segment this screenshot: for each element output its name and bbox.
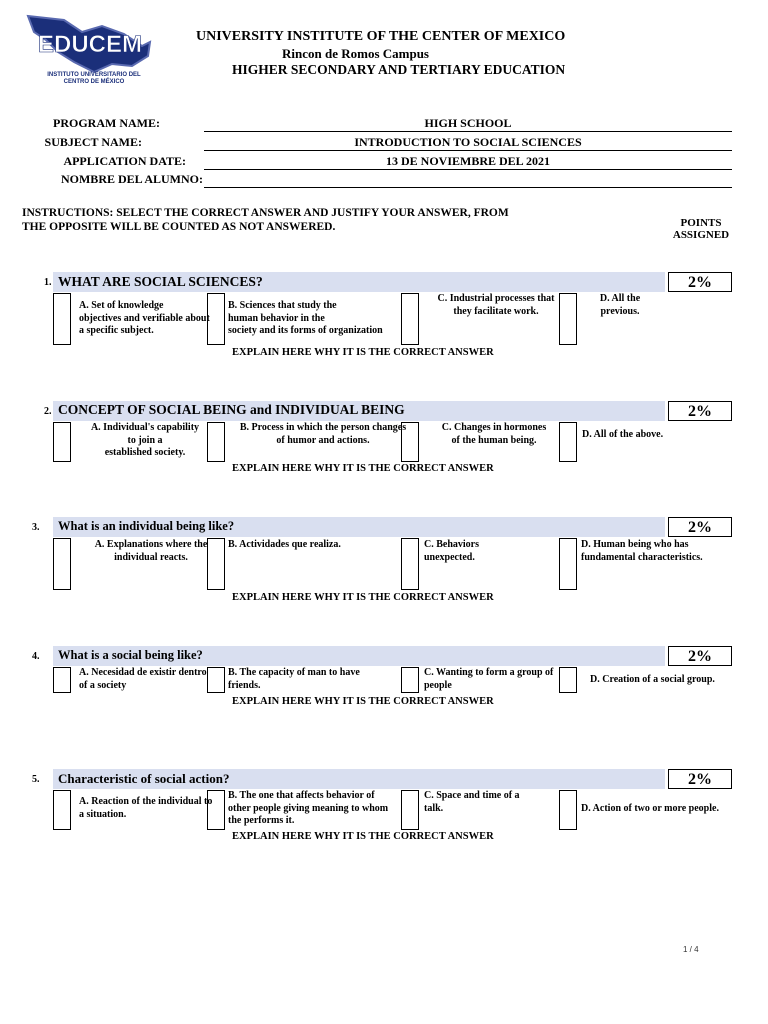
answer-checkbox-c[interactable] [401, 790, 419, 830]
points-value: 2% [668, 646, 732, 666]
option-a: A. Individual's capability to join a established society. [90, 422, 200, 458]
points-assigned-header [666, 217, 736, 241]
option-d: D. Action of two or more people. [581, 803, 719, 814]
points-header-line-1: POINTS [680, 217, 722, 229]
answer-checkbox-d[interactable] [559, 422, 577, 462]
subject-name-label: SUBJECT NAME: [44, 135, 142, 149]
answer-checkbox-c[interactable] [401, 667, 419, 693]
education-level: HIGHER SECONDARY AND TERTIARY EDUCATION [232, 62, 566, 77]
option-b: B. The one that affects behavior of other people giving meaning to whom the performs it. [228, 790, 389, 826]
student-name-label: NOMBRE DEL ALUMNO: [60, 172, 203, 186]
option-b: B. Actividades que realiza. [228, 539, 341, 550]
campus-name: Rincon de Romos Campus [282, 46, 429, 61]
instructions-line-2: THE OPPOSITE WILL BE COUNTED AS NOT ANSWERED. [22, 221, 336, 233]
explain-answer-prompt: EXPLAIN HERE WHY IT IS THE CORRECT ANSWER [232, 696, 494, 707]
institution-name: UNIVERSITY INSTITUTE OF THE CENTER OF MEXICO [196, 29, 566, 44]
points-value: 2% [668, 272, 732, 292]
question-number: 1. [44, 277, 52, 288]
instructions-line-1: INSTRUCTIONS: SELECT THE CORRECT ANSWER AND JUSTIFY YOUR ANSWER, FROM [22, 207, 509, 219]
explain-answer-prompt: EXPLAIN HERE WHY IT IS THE CORRECT ANSWER [232, 831, 494, 842]
application-date-label: APPLICATION DATE: [63, 154, 186, 168]
answer-checkbox-a[interactable] [53, 538, 71, 590]
option-c: C. Space and time of a talk. [424, 790, 520, 814]
subject-name-value: INTRODUCTION TO SOCIAL SCIENCES [204, 134, 732, 151]
answer-checkbox-a[interactable] [53, 790, 71, 830]
logo-subtitle: INSTITUTO UNIVERSITARIO DEL CENTRO DE MÉXICO [47, 72, 141, 85]
question-title: What is a social being like? [58, 648, 203, 662]
explain-answer-prompt: EXPLAIN HERE WHY IT IS THE CORRECT ANSWER [232, 347, 494, 358]
option-b: B. The capacity of man to have friends. [228, 667, 360, 691]
points-value: 2% [668, 769, 732, 789]
explain-answer-prompt: EXPLAIN HERE WHY IT IS THE CORRECT ANSWER [232, 463, 494, 474]
question-title: Characteristic of social action? [58, 771, 230, 786]
question-number: 2. [44, 406, 52, 417]
option-c: C. Changes in hormones of the human being. [441, 422, 547, 446]
option-c: C. Industrial processes that they facilitate work. [437, 293, 555, 317]
points-value: 2% [668, 401, 732, 421]
program-name-label: PROGRAM NAME: [53, 116, 160, 130]
question-number: 3. [32, 522, 40, 533]
answer-checkbox-b[interactable] [207, 667, 225, 693]
option-b: B. Process in which the person changes of humor and actions. [239, 422, 407, 446]
answer-checkbox-c[interactable] [401, 538, 419, 590]
answer-checkbox-d[interactable] [559, 790, 577, 830]
answer-checkbox-d[interactable] [559, 667, 577, 693]
points-value: 2% [668, 517, 732, 537]
program-name-value: HIGH SCHOOL [204, 115, 732, 132]
answer-checkbox-d[interactable] [559, 538, 577, 590]
mexico-map-logo-icon [24, 12, 156, 78]
answer-checkbox-b[interactable] [207, 422, 225, 462]
question-title: CONCEPT OF SOCIAL BEING and INDIVIDUAL BEING [58, 402, 405, 417]
answer-checkbox-b[interactable] [207, 293, 225, 345]
question-title: WHAT ARE SOCIAL SCIENCES? [58, 274, 263, 289]
educem-logo [24, 12, 156, 92]
option-c: C. Wanting to form a group of people [424, 667, 554, 691]
answer-checkbox-d[interactable] [559, 293, 577, 345]
option-d: D. Creation of a social group. [590, 674, 715, 685]
student-name-field[interactable] [204, 171, 732, 188]
application-date-value: 13 DE NOVIEMBRE DEL 2021 [204, 153, 732, 170]
answer-checkbox-c[interactable] [401, 422, 419, 462]
question-number: 5. [32, 774, 40, 785]
option-a: A. Necesidad de existir dentro of a society [79, 667, 207, 691]
option-d: D. All of the above. [582, 429, 664, 440]
answer-checkbox-a[interactable] [53, 667, 71, 693]
logo-text: EDUCEM [37, 31, 143, 58]
explain-answer-prompt: EXPLAIN HERE WHY IT IS THE CORRECT ANSWER [232, 592, 494, 603]
option-c: C. Behaviors unexpected. [424, 539, 479, 563]
option-b: B. Sciences that study the human behavior in the society and its forms of organization [228, 300, 383, 336]
answer-checkbox-a[interactable] [53, 422, 71, 462]
answer-checkbox-b[interactable] [207, 538, 225, 590]
option-d: D. All the previous. [599, 293, 641, 317]
question-title: What is an individual being like? [58, 519, 235, 533]
answer-checkbox-b[interactable] [207, 790, 225, 830]
question-number: 4. [32, 651, 40, 662]
option-a: A. Explanations where the individual reacts. [94, 539, 208, 563]
option-a: A. Set of knowledge objectives and verifiable about a specific subject. [79, 300, 210, 336]
points-header-line-2: ASSIGNED [672, 229, 730, 241]
instructions [22, 206, 509, 234]
page-indicator: 1 / 4 [683, 945, 699, 954]
option-d: D. Human being who has fundamental characteristics. [581, 539, 703, 563]
answer-checkbox-a[interactable] [53, 293, 71, 345]
option-a: A. Reaction of the individual to a situation. [79, 796, 213, 820]
answer-checkbox-c[interactable] [401, 293, 419, 345]
